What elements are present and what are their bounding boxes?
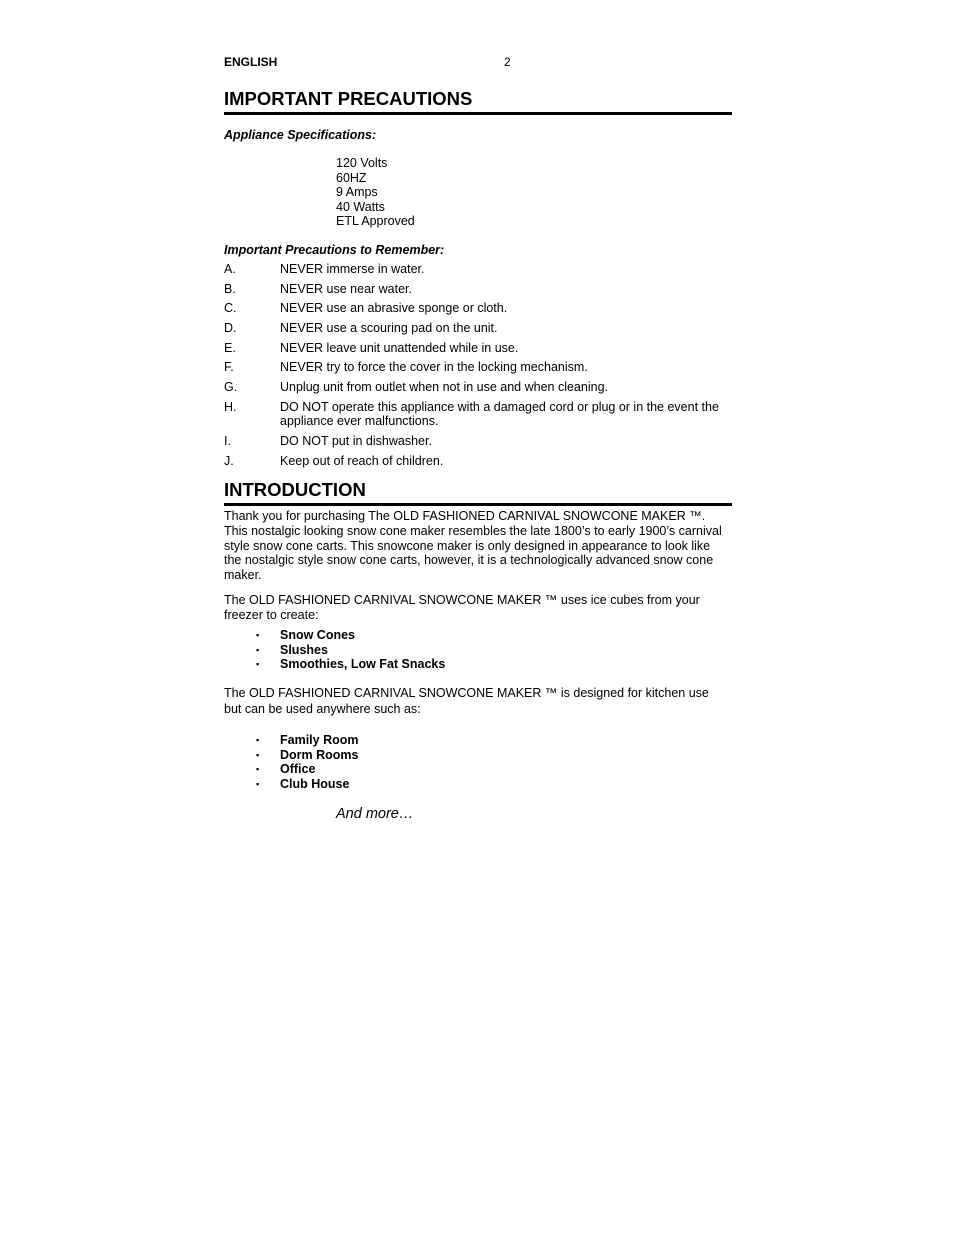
places-list bbox=[256, 733, 359, 791]
item-letter: G. bbox=[224, 380, 238, 395]
bullet-icon: ▪ bbox=[256, 764, 260, 775]
item-text: Family Room bbox=[280, 733, 359, 747]
item-text: NEVER use near water. bbox=[280, 281, 413, 296]
list-item bbox=[256, 777, 359, 792]
page-number: 2 bbox=[504, 55, 511, 69]
language-label: ENGLISH bbox=[224, 55, 278, 69]
list-item bbox=[224, 434, 732, 449]
spec-item: 120 Volts bbox=[336, 156, 388, 170]
list-item bbox=[224, 400, 732, 429]
spec-item: 9 Amps bbox=[336, 185, 378, 199]
precaution-list bbox=[224, 262, 732, 473]
item-text: DO NOT put in dishwasher. bbox=[280, 434, 432, 448]
item-text: NEVER use a scouring pad on the unit. bbox=[280, 321, 498, 336]
spec-heading: Appliance Specifications: bbox=[224, 128, 377, 142]
item-text: NEVER use an abrasive sponge or cloth. bbox=[280, 301, 508, 316]
list-item bbox=[224, 341, 732, 356]
item-text: Slushes bbox=[280, 642, 328, 657]
item-text: NEVER try to force the cover in the locking mechanism. bbox=[280, 360, 588, 375]
and-more-text: And more… bbox=[336, 806, 414, 822]
spec-item: 40 Watts bbox=[336, 199, 385, 214]
item-letter: H. bbox=[224, 399, 237, 414]
remember-heading: Important Precautions to Remember: bbox=[224, 243, 445, 257]
spec-item: ETL Approved bbox=[336, 214, 415, 228]
item-text: Office bbox=[280, 762, 316, 777]
list-item bbox=[256, 628, 445, 643]
bullet-icon: ▪ bbox=[256, 630, 260, 640]
bullet-icon: ▪ bbox=[256, 644, 260, 655]
bullet-icon: ▪ bbox=[256, 778, 260, 789]
item-letter: E. bbox=[224, 340, 236, 355]
list-item bbox=[224, 282, 732, 297]
intro-paragraph: The OLD FASHIONED CARNIVAL SNOWCONE MAKER ™ is designed for kitchen use but can be used anywhere such as: bbox=[224, 686, 709, 716]
introduction-title: INTRODUCTION bbox=[224, 479, 732, 506]
intro-paragraph: The OLD FASHIONED CARNIVAL SNOWCONE MAKER ™ uses ice cubes from your freezer to create: bbox=[224, 593, 700, 622]
list-item bbox=[224, 360, 732, 375]
list-item bbox=[256, 748, 359, 763]
item-letter: J. bbox=[224, 453, 234, 468]
list-item bbox=[256, 643, 445, 658]
bullet-icon: ▪ bbox=[256, 749, 260, 760]
spec-list bbox=[336, 156, 415, 229]
item-text: NEVER leave unit unattended while in use. bbox=[280, 340, 519, 355]
item-letter: C. bbox=[224, 301, 237, 316]
item-letter: F. bbox=[224, 360, 234, 375]
precautions-title: IMPORTANT PRECAUTIONS bbox=[224, 88, 732, 115]
list-item bbox=[256, 762, 359, 777]
spec-item: 60HZ bbox=[336, 170, 367, 185]
bullet-icon: ▪ bbox=[256, 659, 260, 670]
item-text: Snow Cones bbox=[280, 628, 356, 642]
item-text: Dorm Rooms bbox=[280, 747, 359, 762]
list-item bbox=[256, 733, 359, 748]
item-text: DO NOT operate this appliance with a damaged cord or plug or in the event the appliance ever malfunctions. bbox=[280, 399, 719, 429]
list-item bbox=[224, 380, 732, 395]
creates-list bbox=[256, 628, 445, 672]
item-letter: D. bbox=[224, 321, 237, 336]
list-item bbox=[224, 262, 732, 277]
item-text: Club House bbox=[280, 776, 350, 791]
list-item bbox=[224, 321, 732, 336]
item-text: Smoothies, Low Fat Snacks bbox=[280, 657, 446, 672]
list-item bbox=[224, 454, 732, 469]
list-item bbox=[224, 301, 732, 316]
intro-paragraph: Thank you for purchasing The OLD FASHIONED CARNIVAL SNOWCONE MAKER ™. This nostalgic looking snow cone maker resembles the late 1800’s to early 1900’s carnival style snow cone carts. This snowcone maker is only designed in appearance to look like the nostalgic style snow cone carts, however, it is a technologically advanced snow cone maker. bbox=[224, 509, 722, 583]
item-letter: I. bbox=[224, 434, 231, 448]
item-text: NEVER immerse in water. bbox=[280, 262, 425, 276]
item-text: Keep out of reach of children. bbox=[280, 453, 444, 468]
item-letter: A. bbox=[224, 262, 236, 276]
bullet-icon: ▪ bbox=[256, 735, 260, 745]
item-text: Unplug unit from outlet when not in use and when cleaning. bbox=[280, 380, 608, 395]
list-item bbox=[256, 657, 445, 672]
item-letter: B. bbox=[224, 281, 236, 296]
